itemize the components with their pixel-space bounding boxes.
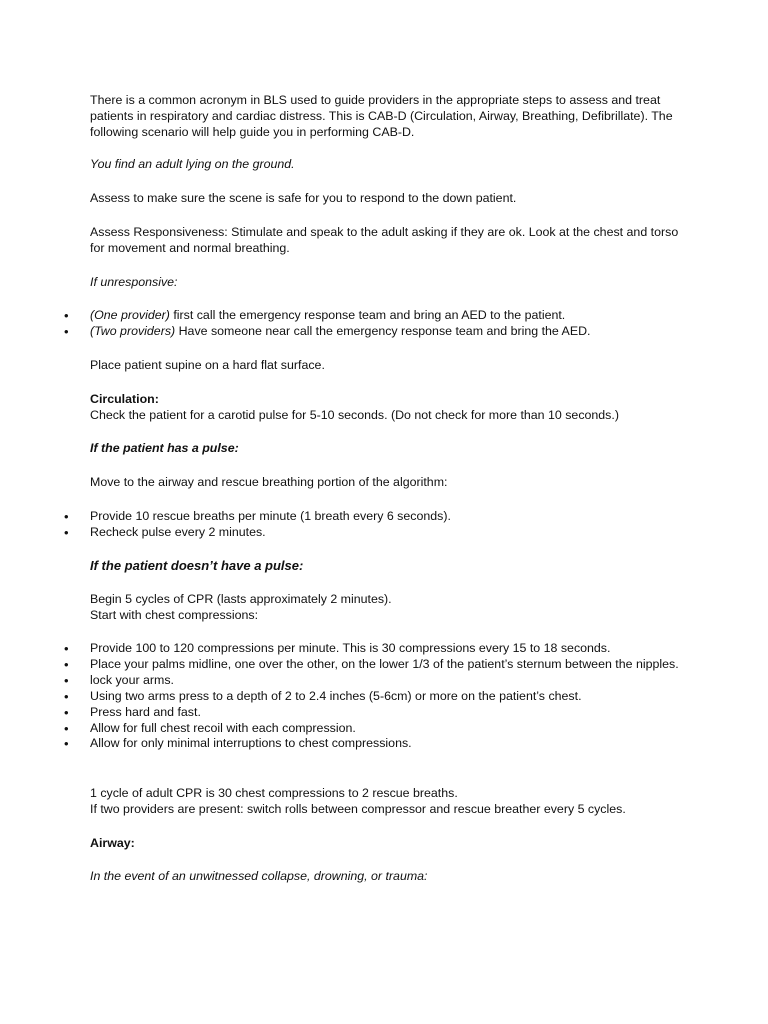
list-item: • Recheck pulse every 2 minutes. [0,525,700,541]
list-item: • Using two arms press to a depth of 2 to 2.4 inches (5-6cm) or more on the patient’s chest. [0,689,700,705]
airway-heading: Airway: [90,836,135,850]
circulation-text: Check the patient for a carotid pulse for 5-10 seconds. (Do not check for more than 10 seconds.) [90,408,619,422]
placement-text: Place patient supine on a hard flat surface. [90,358,325,372]
cpr-line: Begin 5 cycles of CPR (lasts approximately 2 minutes). [90,592,392,606]
unresponsive-list [0,308,700,340]
list-item-text: Have someone near call the emergency response team and bring the AED. [175,323,591,338]
has-pulse-text: Move to the airway and rescue breathing portion of the algorithm: [90,475,448,489]
has-pulse-list [0,509,700,541]
list-item-lead: (Two providers) [90,323,176,338]
compression-list [0,641,700,752]
cpr-line: Start with chest compressions: [90,607,259,622]
responsiveness-paragraph: Assess Responsiveness: Stimulate and speak to the adult asking if they are ok. Look at the chest and torso for movement and normal breathing. [90,225,679,255]
cpr-text [90,592,690,624]
list-item: • Place your palms midline, one over the other, on the lower 1/3 of the patient’s sternum between the nipples. [0,657,680,673]
list-item [0,324,700,340]
list-item: • Press hard and fast. [0,705,700,721]
list-item [0,308,700,324]
cycle-text [90,786,690,818]
list-item-lead: (One provider) [90,308,170,322]
airway-text: In the event of an unwitnessed collapse, drowning, or trauma: [90,869,428,883]
has-pulse-heading: If the patient has a pulse: [90,441,239,455]
scene-safety-text: Assess to make sure the scene is safe for you to respond to the down patient. [90,191,517,205]
intro-paragraph: There is a common acronym in BLS used to guide providers in the appropriate steps to assess and treat patients in respiratory and cardiac distress. This is CAB-D (Circulation, Airway, Breathing, Defibrillate). The following scenario will help guide you in performing CAB-D. [90,93,673,139]
no-pulse-heading: If the patient doesn’t have a pulse: [90,558,304,573]
list-item: • Allow for only minimal interruptions to chest compressions. [0,736,700,752]
list-item-text: first call the emergency response team and bring an AED to the patient. [169,308,566,322]
if-unresponsive-label: If unresponsive: [90,275,178,289]
cycle-line: If two providers are present: switch rolls between compressor and rescue breather every 5 cycles. [90,801,626,816]
list-item: • Allow for full chest recoil with each compression. [0,721,700,737]
scenario-text: You find an adult lying on the ground. [90,157,295,171]
list-item: • Provide 10 rescue breaths per minute (1 breath every 6 seconds). [0,509,700,525]
circulation-heading: Circulation: [90,392,159,406]
list-item: • Provide 100 to 120 compressions per minute. This is 30 compressions every 15 to 18 seconds. [0,641,700,657]
cycle-line: 1 cycle of adult CPR is 30 chest compressions to 2 rescue breaths. [90,786,458,800]
list-item: • lock your arms. [0,673,700,689]
